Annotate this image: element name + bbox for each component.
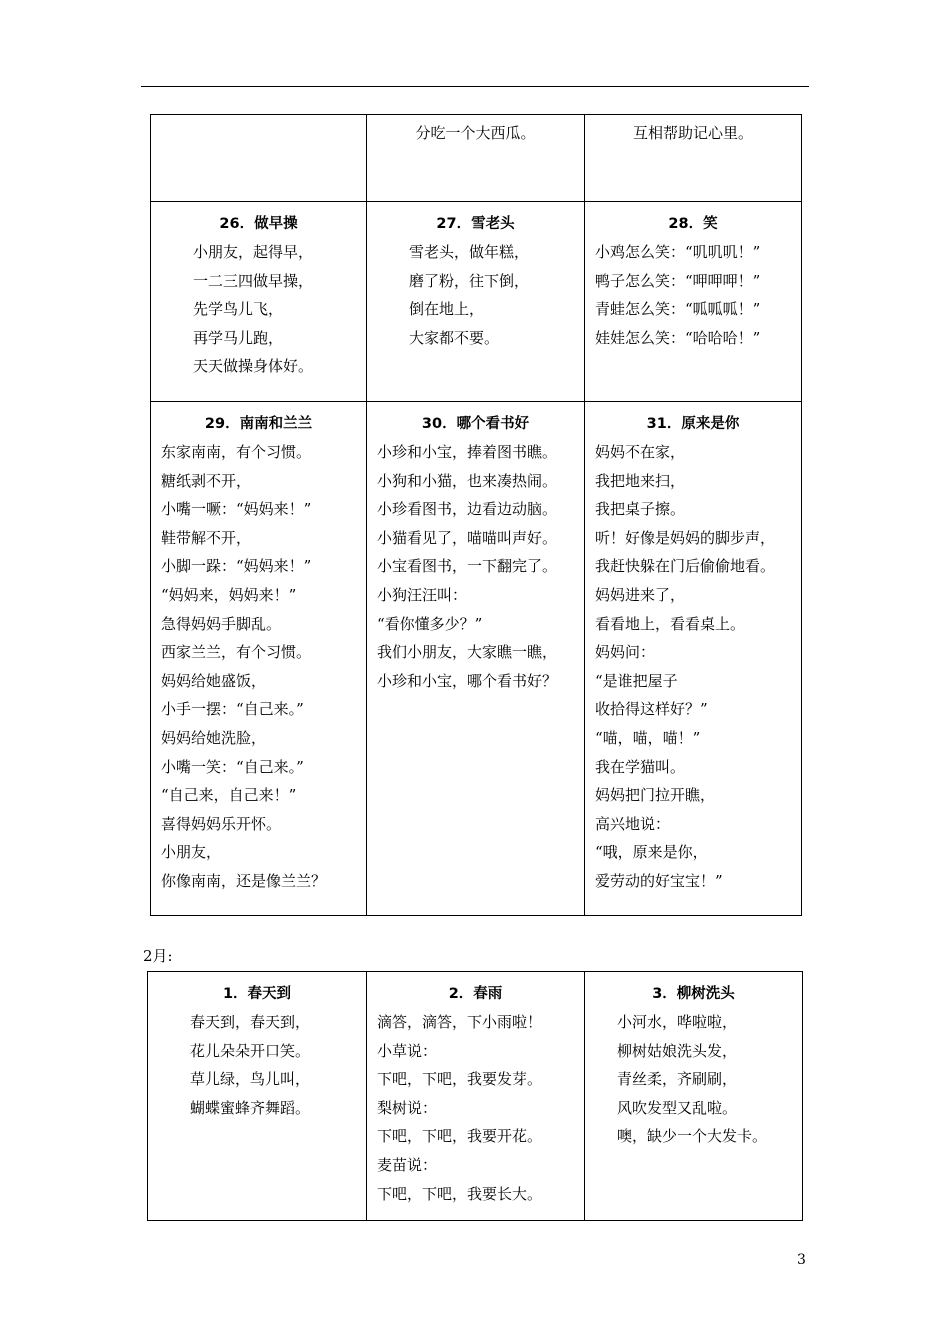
poem-line: 先学鸟儿飞， <box>193 300 284 319</box>
poem-line: 我把地来扫， <box>595 471 686 490</box>
poem-line: 收拾得这样好？” <box>595 700 708 719</box>
poem-line: 蝴蝶蜜蜂齐舞蹈。 <box>190 1098 311 1117</box>
poem-line: 妈妈进来了， <box>595 585 686 604</box>
poem-cell-31 <box>585 402 802 916</box>
poem-line: 听！好像是妈妈的脚步声， <box>595 528 776 547</box>
poem-title: 26．做早操 <box>219 216 298 232</box>
poem-line: 小手一摆：“自己来。” <box>161 700 304 719</box>
poem-cell-30 <box>367 402 585 916</box>
poem-line: 小鸡怎么笑：“叽叽叽！” <box>595 243 761 261</box>
poem-line: 小珍和小宝，捧着图书瞧。 <box>377 443 558 461</box>
poem-line: 大家都不要。 <box>409 328 500 347</box>
poem-cell-3 <box>585 972 803 1221</box>
table-row <box>148 972 803 1221</box>
poem-line: 小珍和小宝，哪个看书好？ <box>377 671 558 690</box>
table-row <box>151 202 802 402</box>
poem-line: 小猫看见了，喵喵叫声好。 <box>377 528 558 547</box>
poem-line: 小朋友，起得早， <box>193 243 314 261</box>
poem-line: 再学马儿跑， <box>193 328 284 347</box>
poem-line: 天天做操身体好。 <box>193 357 314 376</box>
page-number: 3 <box>797 1252 806 1268</box>
poem-line: 青丝柔，齐刷刷， <box>617 1070 738 1089</box>
poem-line: 倒在地上， <box>409 300 485 319</box>
poem-line: 我把桌子擦。 <box>595 500 686 519</box>
poem-title: 1．春天到 <box>222 986 292 1002</box>
poem-title: 29．南南和兰兰 <box>204 416 313 432</box>
poem-title: 28．笑 <box>668 216 718 232</box>
poem-line: 互相帮助记心里。 <box>632 124 753 142</box>
poem-cell-26 <box>151 202 367 402</box>
poem-line: 花儿朵朵开口笑。 <box>190 1041 311 1060</box>
poem-line: 你像南南，还是像兰兰？ <box>161 871 327 890</box>
month-label: 2月: <box>143 947 173 965</box>
poem-line: 磨了粉，往下倒， <box>409 271 530 290</box>
poem-line: “是谁把屋子 <box>595 671 678 690</box>
poem-title: 31．原来是你 <box>646 416 740 432</box>
poem-line: 我赶快躲在门后偷偷地看。 <box>595 557 776 576</box>
poem-line: 分吃一个大西瓜。 <box>415 124 536 142</box>
poem-title: 2．春雨 <box>448 986 503 1002</box>
poem-title: 27．雪老头 <box>436 216 515 232</box>
poem-line: 小珍看图书，边看边动脑。 <box>377 500 558 519</box>
poem-line: 小脚一跺：“妈妈来！” <box>161 557 312 576</box>
poem-line: 下吧，下吧，我要长大。 <box>377 1184 543 1203</box>
poem-line: 东家南南，有个习惯。 <box>161 443 312 461</box>
poem-line: 小嘴一噘：“妈妈来！” <box>161 500 312 519</box>
poem-line: 噢，缺少一个大发卡。 <box>617 1127 768 1146</box>
poem-line: 柳树姑娘洗头发， <box>617 1041 738 1060</box>
poem-line: 草儿绿，鸟儿叫， <box>190 1070 311 1089</box>
poem-line: 小河水，哗啦啦， <box>617 1013 738 1031</box>
poem-table-february <box>147 971 803 1221</box>
poem-line: 娃娃怎么笑：“哈哈哈！” <box>595 328 761 347</box>
poem-cell-27 <box>367 202 585 402</box>
poem-cell-29 <box>151 402 367 916</box>
poem-table-january <box>150 114 802 916</box>
table-cell-empty <box>151 115 367 202</box>
poem-cell-28 <box>585 202 802 402</box>
table-row <box>151 402 802 916</box>
poem-line: 雪老头，做年糕， <box>409 243 530 261</box>
poem-line: 糖纸剥不开， <box>161 471 252 490</box>
poem-line: “妈妈来，妈妈来！” <box>161 585 297 604</box>
poem-line: 西家兰兰，有个习惯。 <box>161 643 312 662</box>
poem-line: 青蛙怎么笑：“呱呱呱！” <box>595 300 761 319</box>
poem-line: 喜得妈妈乐开怀。 <box>161 814 282 833</box>
poem-line: “自己来，自己来！” <box>161 786 297 805</box>
poem-line: 鸭子怎么笑：“呷呷呷！” <box>595 271 761 290</box>
poem-line: 一二三四做早操， <box>193 271 314 290</box>
poem-line: 妈妈把门拉开瞧， <box>595 786 716 805</box>
header-rule <box>141 86 809 87</box>
poem-line: 急得妈妈手脚乱。 <box>161 614 282 633</box>
poem-title: 3．柳树洗头 <box>652 986 735 1002</box>
table-row <box>151 115 802 202</box>
poem-line: 下吧，下吧，我要发芽。 <box>377 1070 543 1089</box>
poem-line: 鞋带解不开， <box>161 528 252 547</box>
poem-line: 我们小朋友，大家瞧一瞧， <box>377 643 558 662</box>
poem-title: 30．哪个看书好 <box>421 416 530 432</box>
poem-line: 高兴地说： <box>595 814 671 833</box>
poem-line: 我在学猫叫。 <box>595 757 686 776</box>
poem-line: 麦苗说： <box>377 1155 438 1174</box>
poem-line: 妈妈给她盛饭， <box>161 671 267 690</box>
poem-line: “看你懂多少？” <box>377 614 483 633</box>
poem-line: “喵，喵，喵！” <box>595 728 701 747</box>
poem-line: 小狗汪汪叫： <box>377 585 468 604</box>
poem-line: “哦，原来是你， <box>595 843 708 862</box>
table-cell <box>367 115 585 202</box>
poem-line: 下吧，下吧，我要开花。 <box>377 1127 543 1146</box>
poem-line: 小朋友， <box>161 843 222 862</box>
poem-cell-2 <box>367 972 585 1221</box>
poem-line: 小狗和小猫，也来凑热闹。 <box>377 471 558 490</box>
poem-cell-1 <box>148 972 367 1221</box>
table-cell <box>585 115 802 202</box>
poem-line: 小草说： <box>377 1041 438 1060</box>
poem-line: 小宝看图书，一下翻完了。 <box>377 557 558 576</box>
poem-line: 小嘴一笑：“自己来。” <box>161 757 304 776</box>
poem-line: 春天到，春天到， <box>190 1013 311 1031</box>
poem-line: 妈妈不在家， <box>595 443 686 461</box>
poem-line: 滴答，滴答，下小雨啦！ <box>377 1013 543 1031</box>
poem-line: 看看地上，看看桌上。 <box>595 614 746 633</box>
poem-line: 梨树说： <box>377 1098 438 1117</box>
poem-line: 妈妈问： <box>595 643 656 662</box>
poem-line: 爱劳动的好宝宝！” <box>595 871 723 890</box>
poem-line: 风吹发型又乱啦。 <box>617 1098 738 1117</box>
poem-line: 妈妈给她洗脸， <box>161 728 267 747</box>
